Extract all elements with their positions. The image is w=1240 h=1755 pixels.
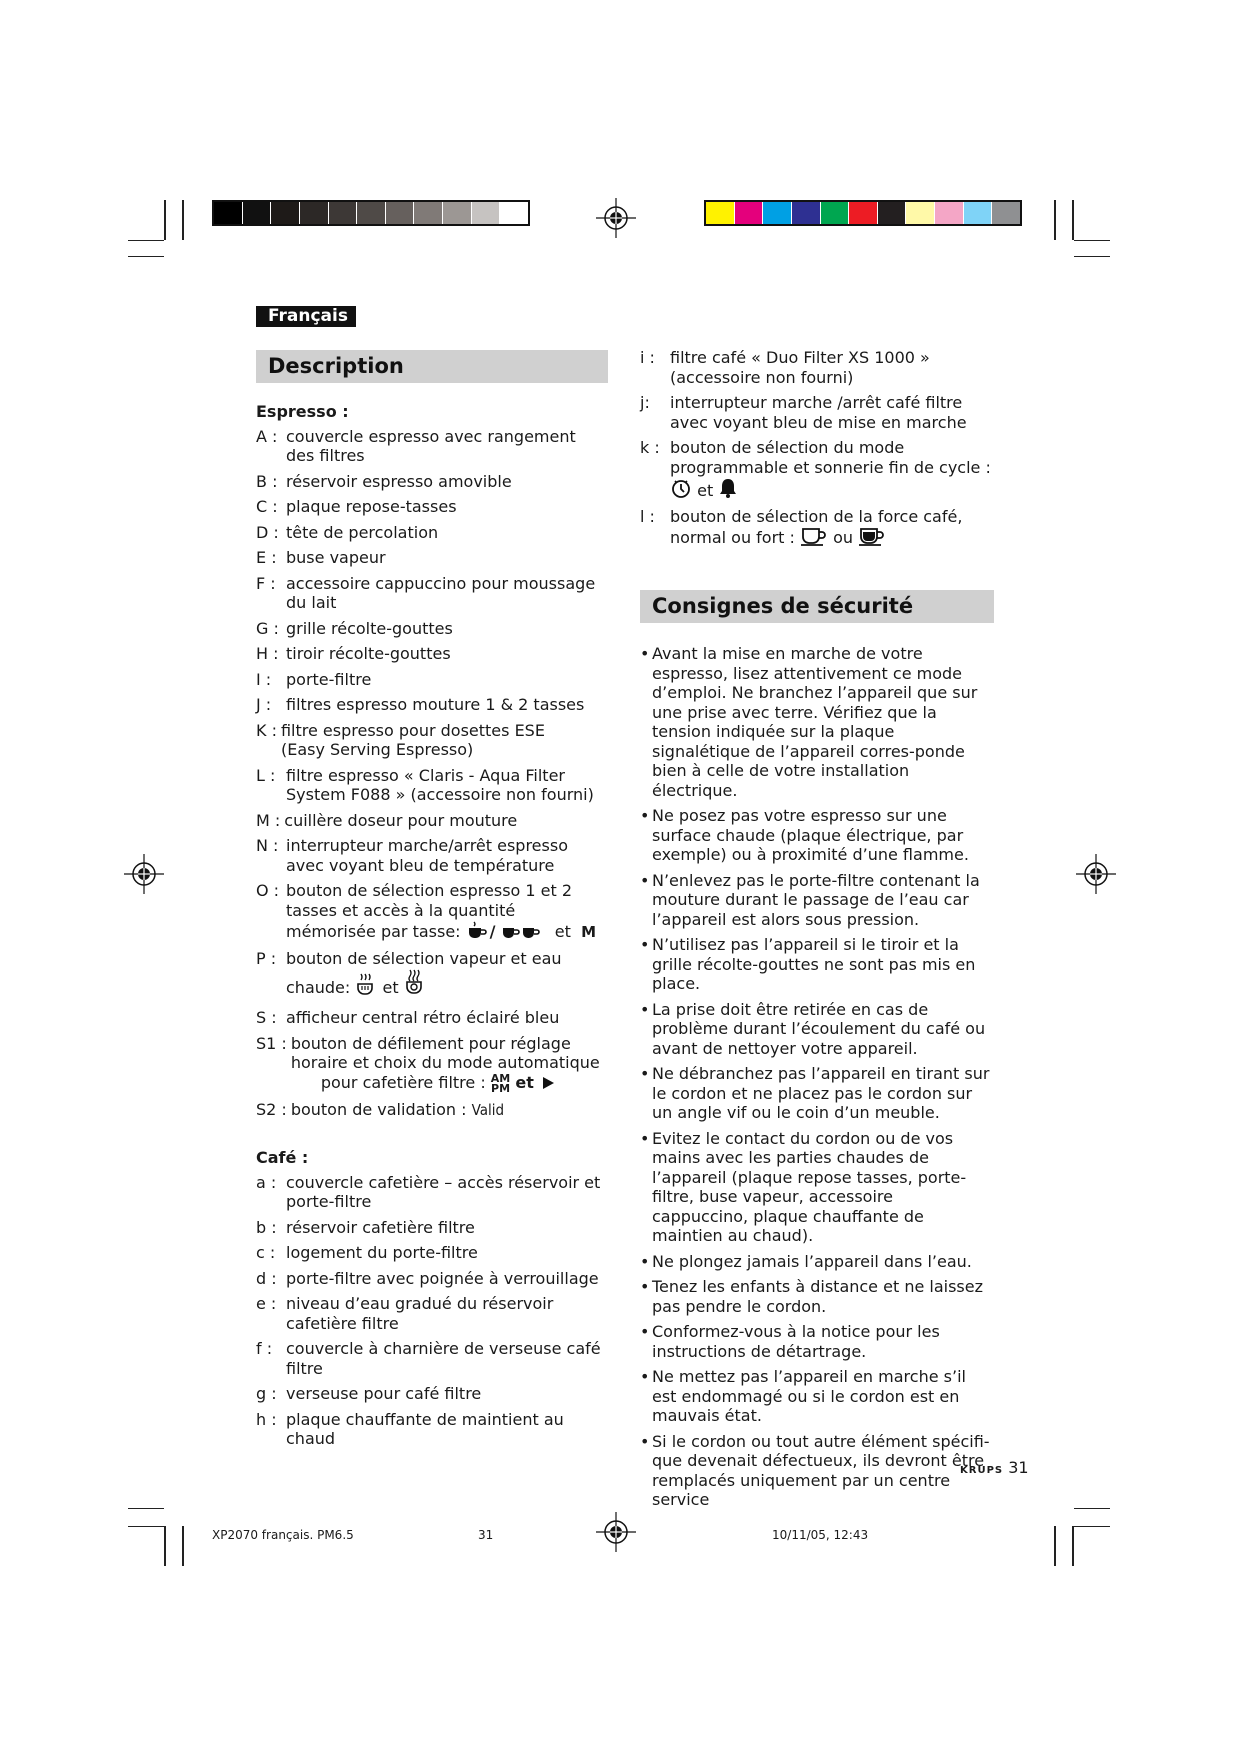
list-item xyxy=(640,507,996,548)
color-swatch xyxy=(357,202,386,224)
bullet-dot: • xyxy=(640,1367,650,1386)
item-key: N : xyxy=(256,836,279,855)
item-text xyxy=(286,949,608,1003)
bullet-text: Tenez les enfants à distance et ne laissez pas pendre le cordon. xyxy=(652,1277,983,1316)
page-number: 31 xyxy=(1008,1458,1029,1477)
item-key: G : xyxy=(256,618,279,638)
bullet-text: N’utilisez pas l’appareil si le tiroir et la grille récolte-gouttes ne sont pas mis en place. xyxy=(652,935,976,993)
item-key: S1 : xyxy=(256,1033,287,1053)
safety-bullet xyxy=(640,1064,994,1123)
color-swatch xyxy=(300,202,329,224)
color-swatch xyxy=(214,202,243,224)
color-swatch xyxy=(878,202,907,224)
color-swatch xyxy=(443,202,472,224)
list-item xyxy=(256,949,608,1003)
and-text: et xyxy=(697,481,714,500)
item-key: L : xyxy=(256,765,276,785)
safety-list xyxy=(640,644,994,1516)
item-key: E : xyxy=(256,548,277,567)
item-text: interrupteur marche/arrêt espresso avec voyant bleu de température xyxy=(286,836,568,875)
and-text: et xyxy=(382,978,399,997)
item-text xyxy=(670,507,996,548)
slug-date: 10/11/05, 12:43 xyxy=(772,1528,869,1542)
bullet-dot: • xyxy=(640,1064,650,1083)
list-item xyxy=(640,348,996,387)
item-key: I : xyxy=(256,669,272,689)
list-item xyxy=(256,1269,608,1289)
item-text: couvercle espresso avec rangement des filtres xyxy=(286,426,576,465)
left-column xyxy=(256,402,608,1455)
item-text: filtres espresso mouture 1 & 2 tasses xyxy=(286,695,585,714)
item-key: K : xyxy=(256,720,277,740)
right-column-items xyxy=(640,348,996,554)
item-o-tail: tasse: xyxy=(412,922,461,941)
cafe-subheading: Café : xyxy=(256,1148,309,1167)
steam-icon xyxy=(355,972,377,996)
color-swatch xyxy=(243,202,272,224)
item-text: buse vapeur xyxy=(286,548,386,567)
item-key: B : xyxy=(256,471,278,491)
and-text: et xyxy=(554,922,571,941)
color-swatch xyxy=(706,202,735,224)
bell-icon xyxy=(718,477,738,499)
page-footer xyxy=(960,1458,1029,1477)
memory-m-icon: M xyxy=(581,923,596,941)
color-swatch xyxy=(763,202,792,224)
bullet-dot: • xyxy=(640,870,650,890)
color-swatch xyxy=(271,202,300,224)
bullet-dot: • xyxy=(640,1251,650,1271)
bullet-text: Ne posez pas votre espresso sur une surface chaude (plaque électrique, par exemple) ou à proximité d’une flamme. xyxy=(652,806,969,864)
item-key: k : xyxy=(640,438,660,457)
espresso-subheading: Espresso : xyxy=(256,402,349,421)
bullet-text: Evitez le contact du cordon ou de vos mains avec les parties chaudes de l’appareil (plaque repose tasses, porte-filtre, buse vapeur, accessoire cappuccino, plaque chauffante de maintien au chaud). xyxy=(652,1128,967,1245)
item-text xyxy=(291,1100,608,1121)
item-key: i : xyxy=(640,348,655,367)
item-text: porte-filtre xyxy=(286,669,372,689)
bullet-dot: • xyxy=(640,1128,650,1148)
item-key: J : xyxy=(256,695,272,714)
item-s1-tail: pour cafetière filtre : xyxy=(320,1072,486,1092)
bullet-text: Ne plongez jamais l’appareil dans l’eau. xyxy=(652,1251,972,1271)
color-swatch xyxy=(792,202,821,224)
list-item xyxy=(256,1410,608,1449)
safety-bullet xyxy=(640,1322,994,1361)
espresso-list xyxy=(256,427,608,715)
item-k-text: filtre espresso pour dosettes ESE xyxy=(280,720,545,740)
registration-mark-icon xyxy=(596,1512,636,1552)
slug-file: XP2070 français. PM6.5 xyxy=(212,1528,354,1542)
item-s1-text: bouton de défilement pour réglage horaire et choix du mode automatique xyxy=(290,1033,600,1072)
item-key: P : xyxy=(256,948,277,968)
list-item xyxy=(256,497,608,517)
safety-bullet xyxy=(640,1252,994,1272)
registration-mark-icon xyxy=(596,198,636,238)
item-key: l : xyxy=(640,506,655,526)
safety-bullet xyxy=(640,935,994,994)
item-key: A : xyxy=(256,426,278,446)
item-key: j: xyxy=(640,393,650,412)
list-item xyxy=(256,1218,608,1238)
one-cup-icon xyxy=(466,920,490,940)
item-text: logement du porte-filtre xyxy=(286,1243,478,1262)
safety-bullet xyxy=(640,1277,994,1316)
item-text: bouton de sélection espresso 1 et 2 tasses et accès à la quantité mémorisée par tasse: / et M xyxy=(286,881,596,941)
list-item xyxy=(640,393,996,432)
item-text: réservoir espresso amovible xyxy=(286,471,512,491)
color-swatch xyxy=(992,202,1020,224)
bullet-text: Ne débranchez pas l’appareil en tirant sur le cordon et ne placez pas le cordon sur un angle vif ou le coin d’un meuble. xyxy=(652,1064,990,1122)
hot-water-icon xyxy=(404,968,428,996)
color-swatch xyxy=(472,202,501,224)
safety-bullet xyxy=(640,1367,994,1426)
item-text: cuillère doseur pour mouture xyxy=(284,810,518,830)
item-text: afficheur central rétro éclairé bleu xyxy=(286,1008,560,1027)
item-text: tiroir récolte-gouttes xyxy=(286,644,451,663)
safety-bullet xyxy=(640,1432,994,1510)
color-swatch xyxy=(414,202,443,224)
color-swatch xyxy=(500,202,528,224)
item-key: C : xyxy=(256,497,278,516)
item-key: f : xyxy=(256,1339,273,1358)
item-text: tête de percolation xyxy=(286,522,439,542)
list-item xyxy=(256,695,608,715)
bullet-dot: • xyxy=(640,999,650,1019)
list-item xyxy=(256,836,608,875)
bullet-dot: • xyxy=(640,1431,650,1451)
item-text: porte-filtre avec poignée à verrouillage xyxy=(286,1268,599,1288)
item-key: F : xyxy=(256,573,276,593)
item-text: interrupteur marche /arrêt café filtre avec voyant bleu de mise en marche xyxy=(670,393,967,432)
registration-mark-icon xyxy=(1076,854,1116,894)
item-key: H : xyxy=(256,644,279,663)
list-item xyxy=(256,1294,608,1333)
color-swatch xyxy=(935,202,964,224)
valid-label: Valid xyxy=(471,1100,505,1119)
item-p-tail: chaude: xyxy=(286,978,351,997)
item-k-text: bouton de sélection du mode programmable et sonnerie fin de cycle : xyxy=(670,438,991,477)
color-swatch xyxy=(849,202,878,224)
list-item xyxy=(256,427,608,466)
item-text xyxy=(670,438,996,501)
list-item xyxy=(256,766,608,805)
bullet-text: La prise doit être retirée en cas de problème durant l’écoulement du café ou avant de nettoyer votre appareil. xyxy=(652,999,986,1058)
item-text xyxy=(281,721,608,760)
safety-bullet xyxy=(640,806,994,865)
item-text: filtre espresso « Claris - Aqua Filter System F088 » (accessoire non fourni) xyxy=(286,765,594,804)
cup-normal-icon xyxy=(800,526,828,546)
item-text: grille récolte-gouttes xyxy=(286,618,453,638)
item-l-tail: normal ou fort : xyxy=(670,528,795,547)
bullet-dot: • xyxy=(640,1277,650,1296)
bullet-dot: • xyxy=(640,935,650,954)
item-text: filtre café « Duo Filter XS 1000 » (accessoire non fourni) xyxy=(670,348,930,387)
bullet-dot: • xyxy=(640,806,650,825)
pm-label: PM xyxy=(491,1081,511,1095)
item-text xyxy=(291,1034,608,1094)
bullet-text: Avant la mise en marche de votre espresso, lisez attentivement ce mode d’emploi. Ne branchez l’appareil que sur une prise avec terre. Vérifiez que la tension indiquée sur la plaque signalétique de l’appareil corres-ponde bien à celle de votre installation électrique. xyxy=(652,644,978,800)
play-arrow-icon xyxy=(539,1075,557,1091)
cafe-list xyxy=(256,1173,608,1449)
list-item xyxy=(256,1034,608,1094)
color-swatch xyxy=(386,202,415,224)
grayscale-bar xyxy=(212,200,530,226)
color-swatch xyxy=(906,202,935,224)
list-item xyxy=(256,881,608,943)
list-item xyxy=(256,1243,608,1263)
bullet-text: N’enlevez pas le porte-filtre contenant la mouture durant le passage de l’eau car l’appareil est alors sous pression. xyxy=(652,870,980,929)
registration-mark-icon xyxy=(124,854,164,894)
item-key: h : xyxy=(256,1409,277,1429)
item-key: d : xyxy=(256,1268,277,1288)
list-item xyxy=(256,721,608,760)
safety-bullet xyxy=(640,1129,994,1246)
am-label: AM xyxy=(490,1071,511,1085)
item-key: e : xyxy=(256,1294,277,1313)
list-item xyxy=(256,644,608,664)
item-k-text-2: (Easy Serving Espresso) xyxy=(280,740,474,759)
or-text: ou xyxy=(833,528,854,547)
list-item xyxy=(256,811,608,831)
bullet-text: Ne mettez pas l’appareil en marche s’il est endommagé ou si le cordon est en mauvais état. xyxy=(652,1367,966,1425)
item-key: c : xyxy=(256,1243,276,1262)
list-item xyxy=(256,1339,608,1378)
slug-page: 31 xyxy=(478,1528,494,1542)
color-swatch xyxy=(329,202,358,224)
cup-strong-icon xyxy=(858,526,886,546)
and-text: et xyxy=(515,1072,534,1092)
color-bar xyxy=(704,200,1022,226)
bullet-dot: • xyxy=(640,1322,650,1341)
item-l-text: bouton de sélection de la force café, xyxy=(670,506,963,526)
item-text: plaque repose-tasses xyxy=(286,497,457,516)
language-tab: Français xyxy=(256,306,356,327)
list-item xyxy=(256,1173,608,1212)
item-key: S2 : xyxy=(256,1099,287,1119)
list-item xyxy=(256,1100,608,1121)
item-key: S : xyxy=(256,1008,277,1027)
item-text: niveau d’eau gradué du réservoir cafetière filtre xyxy=(286,1294,554,1333)
list-item xyxy=(640,438,996,501)
list-item xyxy=(256,670,608,690)
two-cups-icon xyxy=(501,920,545,940)
item-key: O : xyxy=(256,881,280,900)
item-text: plaque chauffante de maintient au chaud xyxy=(286,1409,564,1448)
item-key: g : xyxy=(256,1384,277,1403)
safety-heading: Consignes de sécurité xyxy=(640,590,994,623)
item-key: a : xyxy=(256,1172,277,1192)
bullet-text: Conformez-vous à la notice pour les instructions de détartrage. xyxy=(652,1322,940,1361)
list-item xyxy=(256,1008,608,1028)
item-p-text: bouton de sélection vapeur et eau xyxy=(286,948,562,968)
bullet-dot: • xyxy=(640,644,650,663)
item-text: accessoire cappuccino pour moussage du lait xyxy=(286,573,596,612)
item-text: réservoir cafetière filtre xyxy=(286,1217,475,1237)
color-swatch xyxy=(964,202,993,224)
bullet-text: Si le cordon ou tout autre élément spécifi-que devenait défectueux, ils devront être remplacés uniquement par un centre service xyxy=(652,1431,990,1509)
list-item xyxy=(256,1384,608,1404)
safety-bullet xyxy=(640,644,994,800)
item-text: verseuse pour café filtre xyxy=(286,1384,482,1403)
safety-bullet xyxy=(640,871,994,930)
safety-bullet xyxy=(640,1000,994,1059)
am-pm-icon xyxy=(490,1071,511,1095)
item-text: couvercle cafetière – accès réservoir et porte-filtre xyxy=(286,1172,601,1211)
list-item xyxy=(256,472,608,492)
brand-logo: KRUPS xyxy=(960,1465,1004,1476)
list-item xyxy=(256,619,608,639)
color-swatch xyxy=(821,202,850,224)
list-item xyxy=(256,523,608,543)
timer-icon xyxy=(670,477,692,499)
description-heading: Description xyxy=(256,350,608,383)
item-key: D : xyxy=(256,522,279,542)
item-s2-text: bouton de validation : xyxy=(290,1099,467,1119)
item-text: couvercle à charnière de verseuse café filtre xyxy=(286,1339,601,1378)
list-item xyxy=(256,548,608,568)
item-o-text: bouton de sélection espresso 1 et 2 tasses et accès à la quantité mémorisée par xyxy=(286,881,573,941)
color-swatch xyxy=(735,202,764,224)
list-item xyxy=(256,574,608,613)
item-key: M : xyxy=(256,810,281,830)
item-key: b : xyxy=(256,1217,277,1237)
